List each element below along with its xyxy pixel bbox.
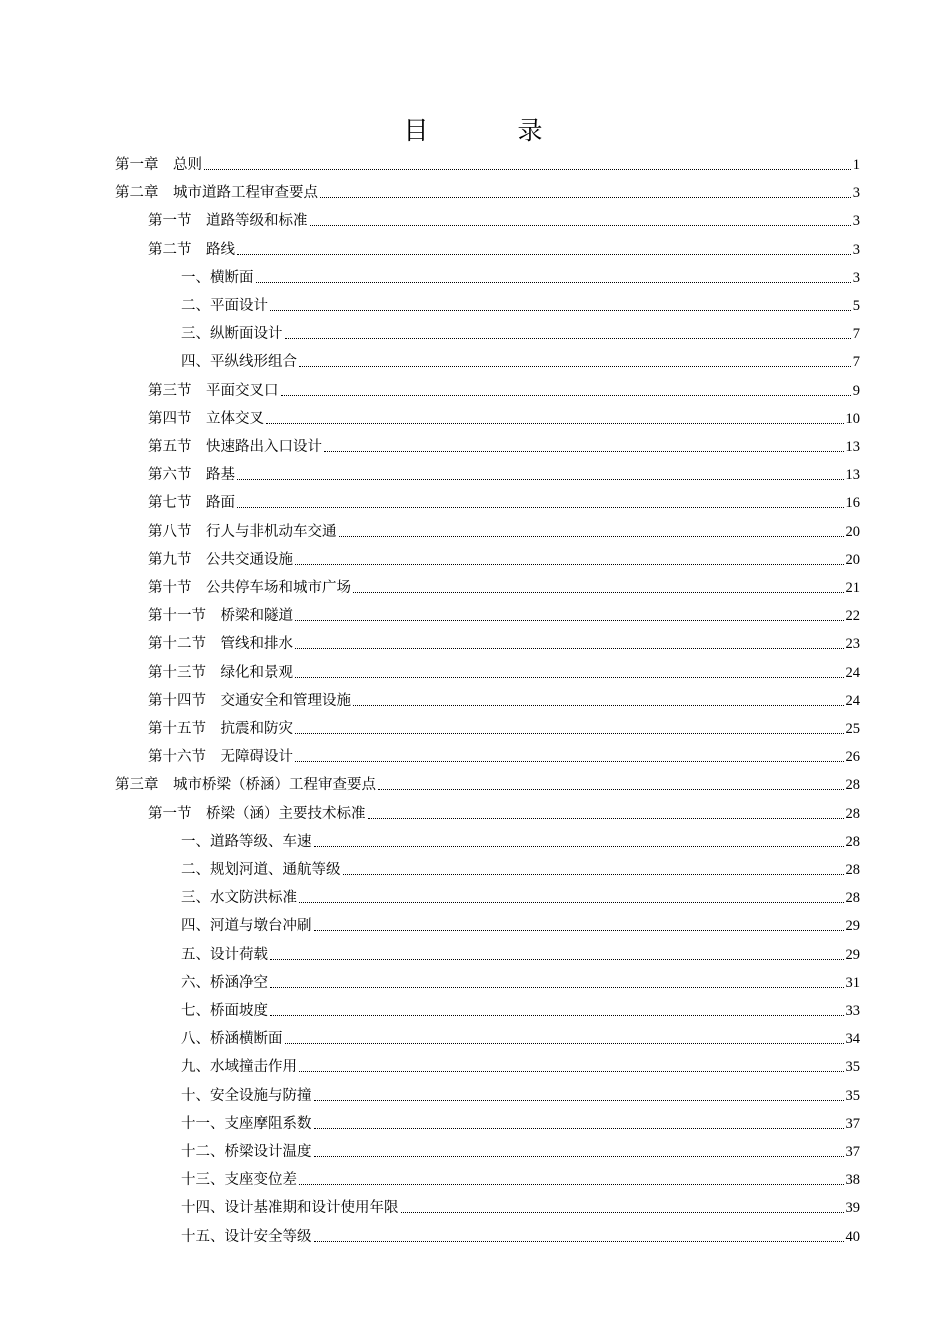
dot-leader [237,253,851,255]
dot-leader [353,591,844,593]
toc-entry[interactable] [181,1161,860,1189]
toc-entry[interactable] [181,823,860,851]
dot-leader [270,986,844,988]
toc-entry-label: 第七节 路面 [148,495,235,512]
dot-leader [314,1155,844,1157]
toc-entry-page-number: 28 [845,862,860,878]
toc-entry[interactable] [181,1048,860,1076]
toc-entry[interactable] [181,259,860,287]
toc-entry-page-number: 23 [845,636,860,653]
dot-leader [285,1042,844,1044]
toc-entry-page-number: 1 [852,157,860,173]
toc-entry-label: 十五、设计安全等级 [181,1228,312,1245]
toc-entry[interactable] [148,202,860,230]
toc-entry-label: 第三章 城市桥梁（桥涵）工程审查要点 [115,777,376,794]
dot-leader [295,760,844,762]
toc-entry[interactable] [181,343,860,371]
dot-leader [295,676,844,678]
toc-entry[interactable] [181,879,860,907]
toc-entry-label: 三、水文防洪标准 [181,890,297,907]
toc-entry-page-number: 7 [852,354,860,371]
toc-entry[interactable] [148,710,860,738]
toc-entry-page-number: 35 [845,1059,860,1076]
toc-entry-page-number: 29 [845,946,860,963]
toc-entry-page-number: 26 [845,749,860,766]
toc-entry-page-number: 28 [845,833,860,850]
toc-entry-label: 五、设计荷载 [181,946,268,963]
dot-leader [270,958,844,960]
toc-entry[interactable] [148,513,860,541]
toc-entry-label: 三、纵断面设计 [181,326,283,343]
toc-entry-label: 九、水域撞击作用 [181,1059,297,1076]
toc-entry-label: 第三节 平面交叉口 [148,382,279,399]
toc-entry[interactable] [148,541,860,569]
toc-entry-label: 一、道路等级、车速 [181,833,312,850]
toc-entry-label: 四、河道与墩台冲刷 [181,918,312,935]
toc-entry-page-number: 37 [845,1144,860,1160]
dot-leader [314,1240,844,1242]
dot-leader [299,365,851,367]
toc-entry-page-number: 10 [845,410,860,427]
toc-entry-label: 四、平纵线形组合 [181,354,297,371]
toc-entry[interactable] [181,1218,860,1246]
toc-entry-page-number: 24 [845,692,860,709]
toc-entry-page-number: 3 [852,185,860,202]
toc-entry-page-number: 3 [852,269,860,286]
toc-entry-label: 第十四节 交通安全和管理设施 [148,692,351,709]
toc-entry-label: 十二、桥梁设计温度 [181,1144,312,1160]
toc-entry-label: 第十一节 桥梁和隧道 [148,608,293,625]
toc-entry[interactable] [115,146,860,174]
toc-entry-page-number: 5 [852,298,860,314]
toc-entry-page-number: 3 [852,213,860,230]
toc-entry-page-number: 28 [845,890,860,907]
toc-entry[interactable] [115,174,860,202]
toc-entry-page-number: 29 [845,918,860,935]
toc-entry-page-number: 31 [845,974,860,991]
dot-leader [314,929,844,931]
dot-leader [299,1070,844,1072]
toc-entry-label: 二、规划河道、通航等级 [181,862,341,878]
toc-entry-label: 八、桥涵横断面 [181,1031,283,1048]
toc-entry-page-number: 22 [845,608,860,625]
toc-entry-page-number: 3 [852,241,860,258]
toc-entry[interactable] [148,795,860,823]
toc-entry-label: 第一章 总则 [115,157,202,173]
toc-entry-label: 六、桥涵净空 [181,974,268,991]
toc-entry[interactable] [181,1133,860,1161]
toc-entry[interactable] [115,766,860,794]
toc-entry-label: 第二章 城市道路工程审查要点 [115,185,318,202]
toc-entry[interactable] [148,654,860,682]
dot-leader [237,478,844,480]
dot-leader [295,647,844,649]
toc-entry-page-number: 37 [845,1115,860,1132]
page-title: 目 录 [403,116,575,145]
toc-entry-label: 第六节 路基 [148,467,235,484]
toc-entry-page-number: 25 [845,721,860,737]
dot-leader [353,704,844,706]
toc-entry[interactable] [148,372,860,400]
toc-entry[interactable] [181,936,860,964]
toc-entry-page-number: 33 [845,1003,860,1019]
toc-entry-page-number: 28 [845,805,860,822]
dot-leader [314,1127,844,1129]
toc-entry-page-number: 7 [852,326,860,343]
toc-entry-label: 十三、支座变位差 [181,1172,297,1189]
toc-entry[interactable] [148,738,860,766]
toc-entry-page-number: 40 [845,1228,860,1245]
dot-leader [237,506,844,508]
toc-entry-label: 第十六节 无障碍设计 [148,749,293,766]
toc-entry-label: 第二节 路线 [148,241,235,258]
toc-entry-label: 第十三节 绿化和景观 [148,664,293,681]
toc-entry-label: 第四节 立体交叉 [148,410,264,427]
dot-leader [368,817,844,819]
dot-leader [285,337,851,339]
dot-leader [299,901,844,903]
toc-entry-page-number: 28 [845,777,860,794]
dot-leader [378,788,844,790]
dot-leader [339,535,844,537]
toc-entry[interactable] [181,1077,860,1105]
toc-entry-label: 二、平面设计 [181,298,268,314]
dot-leader [343,873,844,875]
dot-leader [314,845,844,847]
toc-entry[interactable] [148,456,860,484]
toc-entry-label: 第八节 行人与非机动车交通 [148,523,337,540]
toc-entry-page-number: 21 [845,580,860,596]
toc-entry[interactable] [181,907,860,935]
dot-leader [204,168,851,170]
dot-leader [266,422,844,424]
toc-entry-label: 第十二节 管线和排水 [148,636,293,653]
toc-entry-page-number: 24 [845,664,860,681]
dot-leader [320,196,851,198]
dot-leader [324,450,844,452]
toc-entry[interactable] [181,287,860,315]
toc-entry[interactable] [181,964,860,992]
toc-entry[interactable] [181,315,860,343]
dot-leader [295,563,844,565]
dot-leader [256,281,851,283]
toc-entry[interactable] [181,1020,860,1048]
toc-entry-page-number: 20 [845,523,860,540]
dot-leader [299,1183,844,1185]
toc-entry-page-number: 20 [845,551,860,568]
toc-entry-label: 第五节 快速路出入口设计 [148,439,322,455]
toc-entry[interactable] [181,1105,860,1133]
toc-entry-label: 一、横断面 [181,269,254,286]
toc-entry-page-number: 35 [845,1087,860,1104]
toc-entry-page-number: 34 [845,1031,860,1048]
toc-entry-label: 十、安全设施与防撞 [181,1087,312,1104]
dot-leader [295,732,844,734]
toc-entry[interactable] [148,597,860,625]
dot-leader [310,224,851,226]
toc-entry[interactable] [148,682,860,710]
toc-entry-page-number: 13 [845,467,860,484]
dot-leader [270,309,851,311]
dot-leader [401,1211,844,1213]
toc-entry-label: 第十节 公共停车场和城市广场 [148,580,351,596]
toc-entry[interactable] [148,400,860,428]
toc-entry[interactable] [181,992,860,1020]
toc-entry-label: 第九节 公共交通设施 [148,551,293,568]
toc-entry-label: 十一、支座摩阻系数 [181,1115,312,1132]
toc-entry[interactable] [148,625,860,653]
dot-leader [270,1014,844,1016]
dot-leader [295,619,844,621]
toc-entry-page-number: 16 [845,495,860,512]
toc-entry-label: 第一节 道路等级和标准 [148,213,308,230]
toc-entry[interactable] [181,1189,860,1217]
toc-entry-page-number: 39 [845,1200,860,1217]
toc-entry[interactable] [148,428,860,456]
toc-entry[interactable] [181,851,860,879]
dot-leader [281,394,851,396]
toc-entry-page-number: 38 [845,1172,860,1189]
toc-entry-label: 第一节 桥梁（涵）主要技术标准 [148,805,366,822]
toc-entry-label: 七、桥面坡度 [181,1003,268,1019]
toc-entry-label: 第十五节 抗震和防灾 [148,721,293,737]
toc-entry[interactable] [148,569,860,597]
toc-entry[interactable] [148,231,860,259]
dot-leader [314,1099,844,1101]
toc-entry-label: 十四、设计基准期和设计使用年限 [181,1200,399,1217]
toc-entry-page-number: 13 [845,439,860,455]
toc-entry-page-number: 9 [852,382,860,399]
toc-entry[interactable] [148,484,860,512]
